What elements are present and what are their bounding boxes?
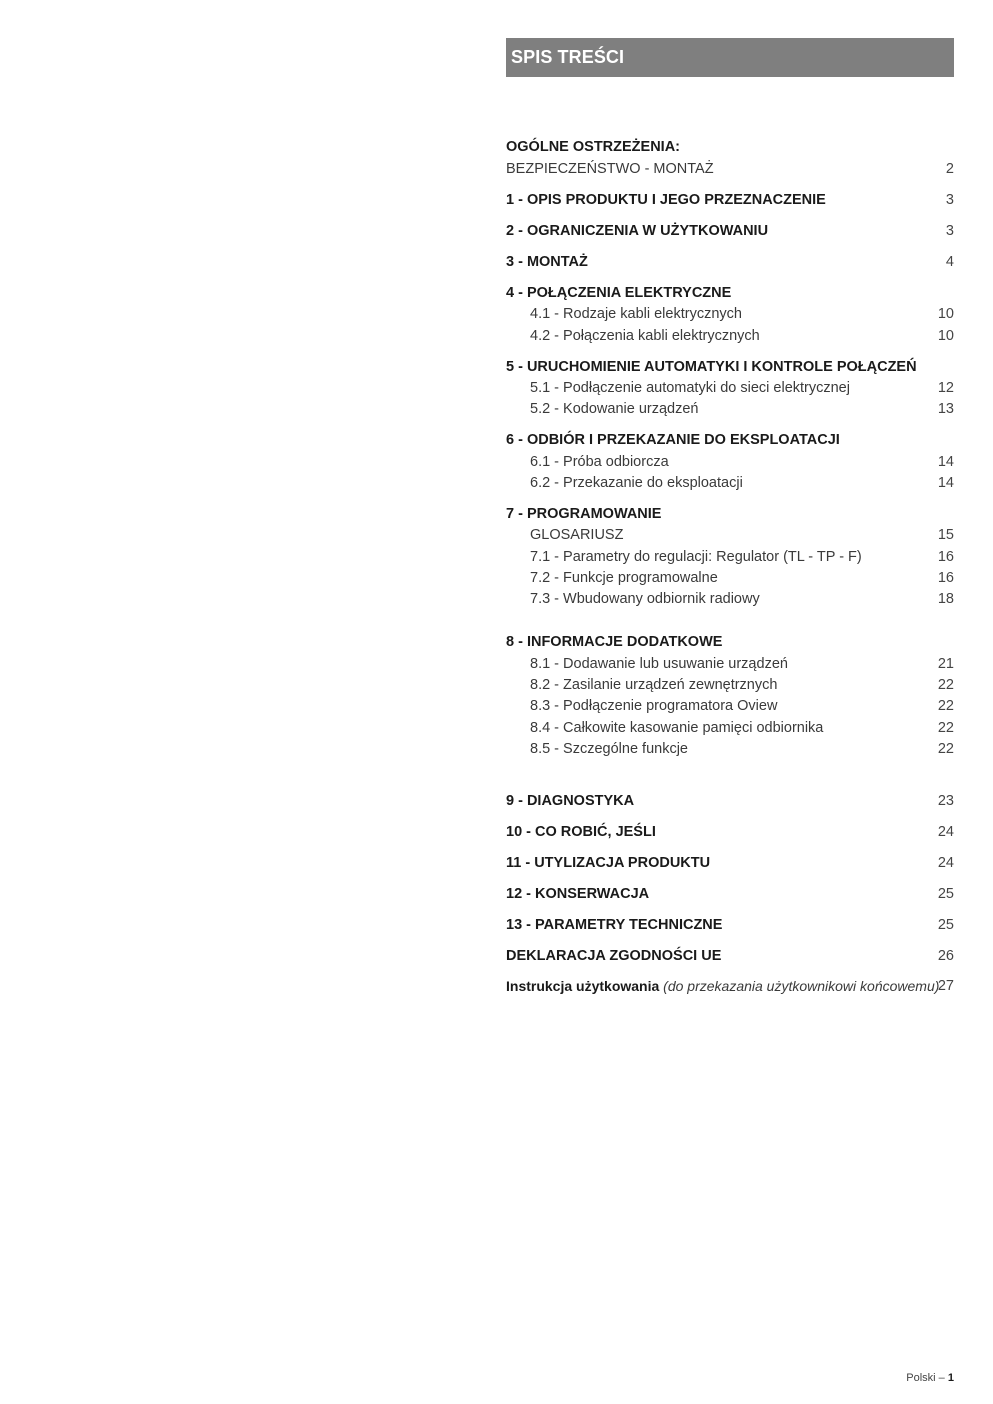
toc-label: 12 - KONSERWACJA bbox=[506, 886, 650, 902]
toc-entry-6-1[interactable] bbox=[530, 452, 954, 472]
toc-heading-section-5[interactable] bbox=[506, 357, 954, 377]
toc-entry-declaration[interactable] bbox=[506, 946, 954, 966]
toc-entry-8-3[interactable] bbox=[530, 696, 954, 716]
toc-label: 7.1 - Parametry do regulacji: Regulator (TL - TP - F) bbox=[530, 549, 862, 565]
toc-label: 6 - ODBIÓR I PRZEKAZANIE DO EKSPLOATACJI bbox=[506, 432, 840, 448]
toc-entry-6-2[interactable] bbox=[530, 473, 954, 493]
toc-page: 14 bbox=[937, 475, 954, 491]
toc-heading-section-8[interactable] bbox=[506, 632, 954, 652]
toc-label: 11 - UTYLIZACJA PRODUKTU bbox=[506, 855, 711, 871]
toc-page: 3 bbox=[945, 192, 954, 208]
footer-language: Polski – bbox=[906, 1372, 945, 1384]
toc-label: 6.1 - Próba odbiorcza bbox=[530, 454, 669, 470]
toc-label: 8.5 - Szczególne funkcje bbox=[530, 741, 688, 757]
toc-label: GLOSARIUSZ bbox=[530, 527, 624, 543]
toc-label: 7.2 - Funkcje programowalne bbox=[530, 570, 718, 586]
toc-header-bar bbox=[506, 38, 954, 77]
toc-label: 2 - OGRANICZENIA W UŻYTKOWANIU bbox=[506, 223, 769, 239]
toc-entry-7-2[interactable] bbox=[530, 568, 954, 588]
toc-page: 18 bbox=[937, 591, 954, 607]
toc-entry-section-3[interactable] bbox=[506, 252, 954, 272]
toc-entry-section-2[interactable] bbox=[506, 221, 954, 241]
toc-label: 4 - POŁĄCZENIA ELEKTRYCZNE bbox=[506, 285, 732, 301]
toc-label: 8.3 - Podłączenie programatora Oview bbox=[530, 698, 778, 714]
toc-label: 8.4 - Całkowite kasowanie pamięci odbiornika bbox=[530, 720, 824, 736]
toc-label-group bbox=[506, 976, 939, 996]
toc-page: 4 bbox=[945, 254, 954, 270]
toc-label: 13 - PARAMETRY TECHNICZNE bbox=[506, 917, 723, 933]
toc-entry-7-1[interactable] bbox=[530, 547, 954, 567]
toc-entry-section-9[interactable] bbox=[506, 791, 954, 811]
toc-page: 21 bbox=[937, 656, 954, 672]
toc-page: 3 bbox=[945, 223, 954, 239]
toc-label: 5 - URUCHOMIENIE AUTOMATYKI I KONTROLE POŁĄCZEŃ bbox=[506, 359, 917, 375]
toc-entry-8-2[interactable] bbox=[530, 675, 954, 695]
toc-page: 22 bbox=[937, 741, 954, 757]
toc-label: 8 - INFORMACJE DODATKOWE bbox=[506, 634, 723, 650]
toc-page: 24 bbox=[937, 824, 954, 840]
toc-entry-4-2[interactable] bbox=[530, 326, 954, 346]
page-footer bbox=[906, 1372, 954, 1384]
toc-label: 4.2 - Połączenia kabli elektrycznych bbox=[530, 328, 760, 344]
page-title: SPIS TREŚCI bbox=[511, 47, 625, 67]
toc-page: 13 bbox=[937, 401, 954, 417]
toc-page: 16 bbox=[937, 549, 954, 565]
toc-label: 5.2 - Kodowanie urządzeń bbox=[530, 401, 699, 417]
toc-page: 23 bbox=[937, 793, 954, 809]
toc-entry-7-3[interactable] bbox=[530, 589, 954, 609]
toc-entry-glossary[interactable] bbox=[530, 525, 954, 545]
footer-page-number: 1 bbox=[947, 1372, 954, 1384]
toc-entry-section-1[interactable] bbox=[506, 190, 954, 210]
toc-label: DEKLARACJA ZGODNOŚCI UE bbox=[506, 948, 722, 964]
toc-page: 10 bbox=[937, 306, 954, 322]
toc-entry-5-2[interactable] bbox=[530, 399, 954, 419]
toc-entry-4-1[interactable] bbox=[530, 304, 954, 324]
toc-label: 5.1 - Podłączenie automatyki do sieci elektrycznej bbox=[530, 380, 850, 396]
toc-entry-general-sub[interactable] bbox=[506, 159, 954, 179]
toc-entry-section-12[interactable] bbox=[506, 884, 954, 904]
toc-entry-8-4[interactable] bbox=[530, 718, 954, 738]
toc-entry-8-1[interactable] bbox=[530, 654, 954, 674]
toc-label: 3 - MONTAŻ bbox=[506, 254, 588, 270]
toc-label-bold: Instrukcja użytkowania bbox=[506, 978, 660, 994]
toc-heading-general[interactable] bbox=[506, 137, 954, 157]
toc-label: 9 - DIAGNOSTYKA bbox=[506, 793, 635, 809]
toc-page: 16 bbox=[937, 570, 954, 586]
toc-entry-5-1[interactable] bbox=[530, 378, 954, 398]
toc-label: OGÓLNE OSTRZEŻENIA: bbox=[506, 139, 680, 155]
toc-page: 2 bbox=[945, 161, 954, 177]
toc-entry-section-13[interactable] bbox=[506, 915, 954, 935]
toc-page: 25 bbox=[937, 917, 954, 933]
toc-page: 10 bbox=[937, 328, 954, 344]
toc-heading-section-4[interactable] bbox=[506, 283, 954, 303]
toc-entry-section-11[interactable] bbox=[506, 853, 954, 873]
toc-label: 1 - OPIS PRODUKTU I JEGO PRZEZNACZENIE bbox=[506, 192, 826, 208]
toc-page: 22 bbox=[937, 677, 954, 693]
toc-heading-section-6[interactable] bbox=[506, 430, 954, 450]
toc-label: 7 - PROGRAMOWANIE bbox=[506, 506, 662, 522]
toc-label: 4.1 - Rodzaje kabli elektrycznych bbox=[530, 306, 742, 322]
toc-page: 26 bbox=[937, 948, 954, 964]
toc-label: 6.2 - Przekazanie do eksploatacji bbox=[530, 475, 743, 491]
toc-label: 10 - CO ROBIĆ, JEŚLI bbox=[506, 824, 656, 840]
toc-entry-section-10[interactable] bbox=[506, 822, 954, 842]
toc-page: 15 bbox=[937, 527, 954, 543]
toc-page: 22 bbox=[937, 720, 954, 736]
toc-page: 12 bbox=[937, 380, 954, 396]
toc-page: 14 bbox=[937, 454, 954, 470]
toc-page: 24 bbox=[937, 855, 954, 871]
toc-page: 27 bbox=[937, 978, 954, 994]
toc-entry-user-instructions[interactable] bbox=[506, 976, 954, 996]
toc-label: 8.2 - Zasilanie urządzeń zewnętrznych bbox=[530, 677, 778, 693]
toc-label-italic: (do przekazania użytkownikowi końcowemu) bbox=[663, 978, 940, 994]
toc-label: 7.3 - Wbudowany odbiornik radiowy bbox=[530, 591, 760, 607]
toc-entry-8-5[interactable] bbox=[530, 739, 954, 759]
toc-label: 8.1 - Dodawanie lub usuwanie urządzeń bbox=[530, 656, 788, 672]
toc-label: BEZPIECZEŃSTWO - MONTAŻ bbox=[506, 161, 714, 177]
toc-heading-section-7[interactable] bbox=[506, 504, 954, 524]
toc-page: 22 bbox=[937, 698, 954, 714]
toc-page: 25 bbox=[937, 886, 954, 902]
